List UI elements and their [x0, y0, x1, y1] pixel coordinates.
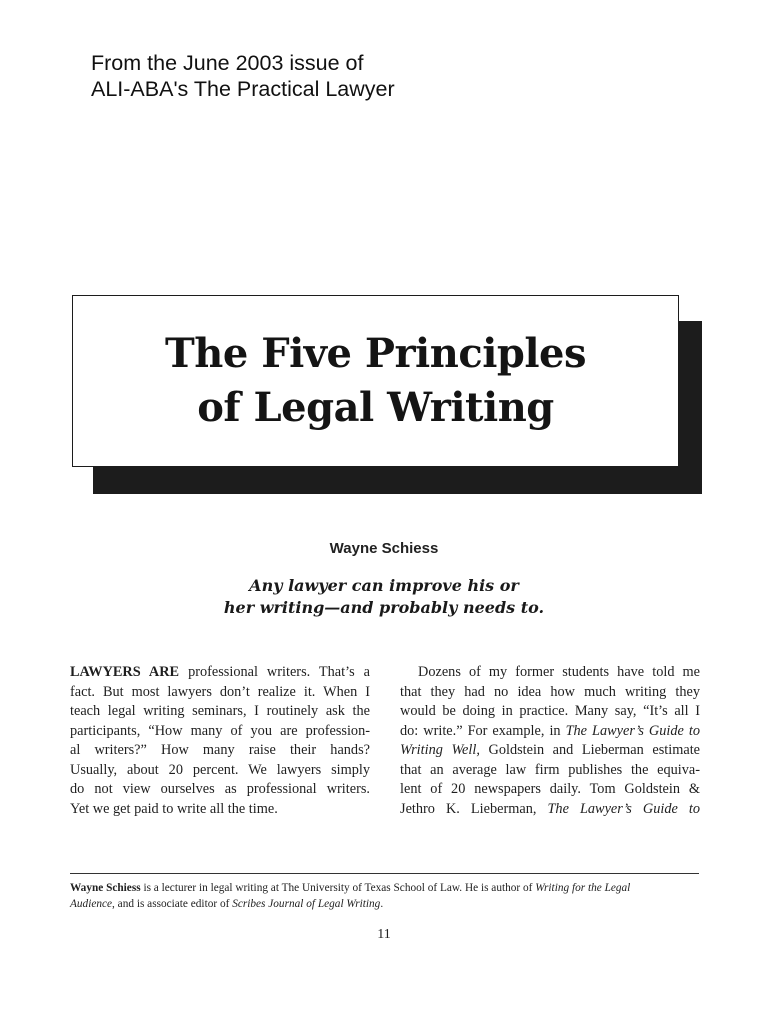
- lead-in: LAWYERS ARE: [70, 664, 180, 680]
- right-paragraph: [400, 663, 700, 819]
- book-title: The Lawyer’s Guide to: [547, 800, 700, 817]
- right-line-2: that they had no idea how much writing they: [400, 683, 700, 700]
- left-line-1: LAWYERS ARE professional writers. That’s a: [70, 664, 370, 680]
- left-line-7: do not view ourselves as professional writers.: [70, 781, 370, 797]
- footnote-book-title: Audience: [70, 898, 113, 910]
- right-line-7: lent of 20 newspapers daily. Tom Goldstein &: [400, 781, 700, 797]
- footnote-line-1: Wayne Schiess is a lecturer in legal writing at The University of Texas School of Law. He is author of Writing for the Legal: [70, 882, 631, 894]
- right-column: [400, 663, 700, 819]
- footnote-author-name: Wayne Schiess: [70, 882, 141, 894]
- book-title: The Lawyer’s Guide to: [565, 722, 700, 739]
- left-paragraph: [70, 663, 370, 819]
- footnote-line-2: Audience, and is associate editor of Scribes Journal of Legal Writing.: [70, 898, 384, 910]
- left-column: [70, 663, 370, 819]
- right-line-8: Jethro K. Lieberman, The Lawyer’s Guide to: [400, 800, 700, 817]
- right-line-3: would be doing in practice. Many say, “It’s all I: [400, 703, 700, 719]
- source-line-1: From the June 2003 issue of: [91, 51, 364, 75]
- left-line-5: al writers?” How many raise their hands?: [70, 742, 370, 758]
- footnote-divider: [70, 873, 699, 874]
- right-line-4: do: write.” For example, in The Lawyer’s Guide to: [400, 722, 700, 739]
- footnote-journal-title: Scribes Journal of Legal Writing: [232, 898, 381, 910]
- tagline: [0, 575, 768, 619]
- footnote-book-title: Writing for the Legal: [535, 882, 631, 894]
- left-line-8: Yet we get paid to write all the time.: [70, 800, 278, 817]
- author-byline: Wayne Schiess: [329, 540, 439, 557]
- article-title-line-2: of Legal Writing: [197, 384, 554, 431]
- source-line-2: ALI-ABA's The Practical Lawyer: [91, 77, 395, 101]
- left-line-2: fact. But most lawyers don’t realize it. When I: [70, 683, 370, 700]
- left-line-3: teach legal writing seminars, I routinely ask the: [70, 703, 370, 719]
- right-line-1: Dozens of my former students have told me: [418, 664, 700, 680]
- article-title-line-1: The Five Principles: [164, 330, 587, 377]
- source-note: [91, 50, 395, 102]
- left-line-6: Usually, about 20 percent. We lawyers simply: [70, 761, 370, 778]
- left-line-4: participants, “How many of you are profession-: [70, 722, 370, 739]
- book-title: Writing Well,: [400, 742, 480, 758]
- title-box: [72, 295, 679, 467]
- right-line-5: Writing Well, Goldstein and Lieberman estimate: [400, 742, 701, 758]
- tagline-line-2: her writing—and probably needs to.: [223, 598, 545, 617]
- page-number: 11: [377, 927, 391, 942]
- author-footnote: [70, 880, 699, 912]
- right-line-6: that an average law firm publishes the equiva-: [400, 761, 700, 778]
- tagline-line-1: Any lawyer can improve his or: [249, 576, 519, 595]
